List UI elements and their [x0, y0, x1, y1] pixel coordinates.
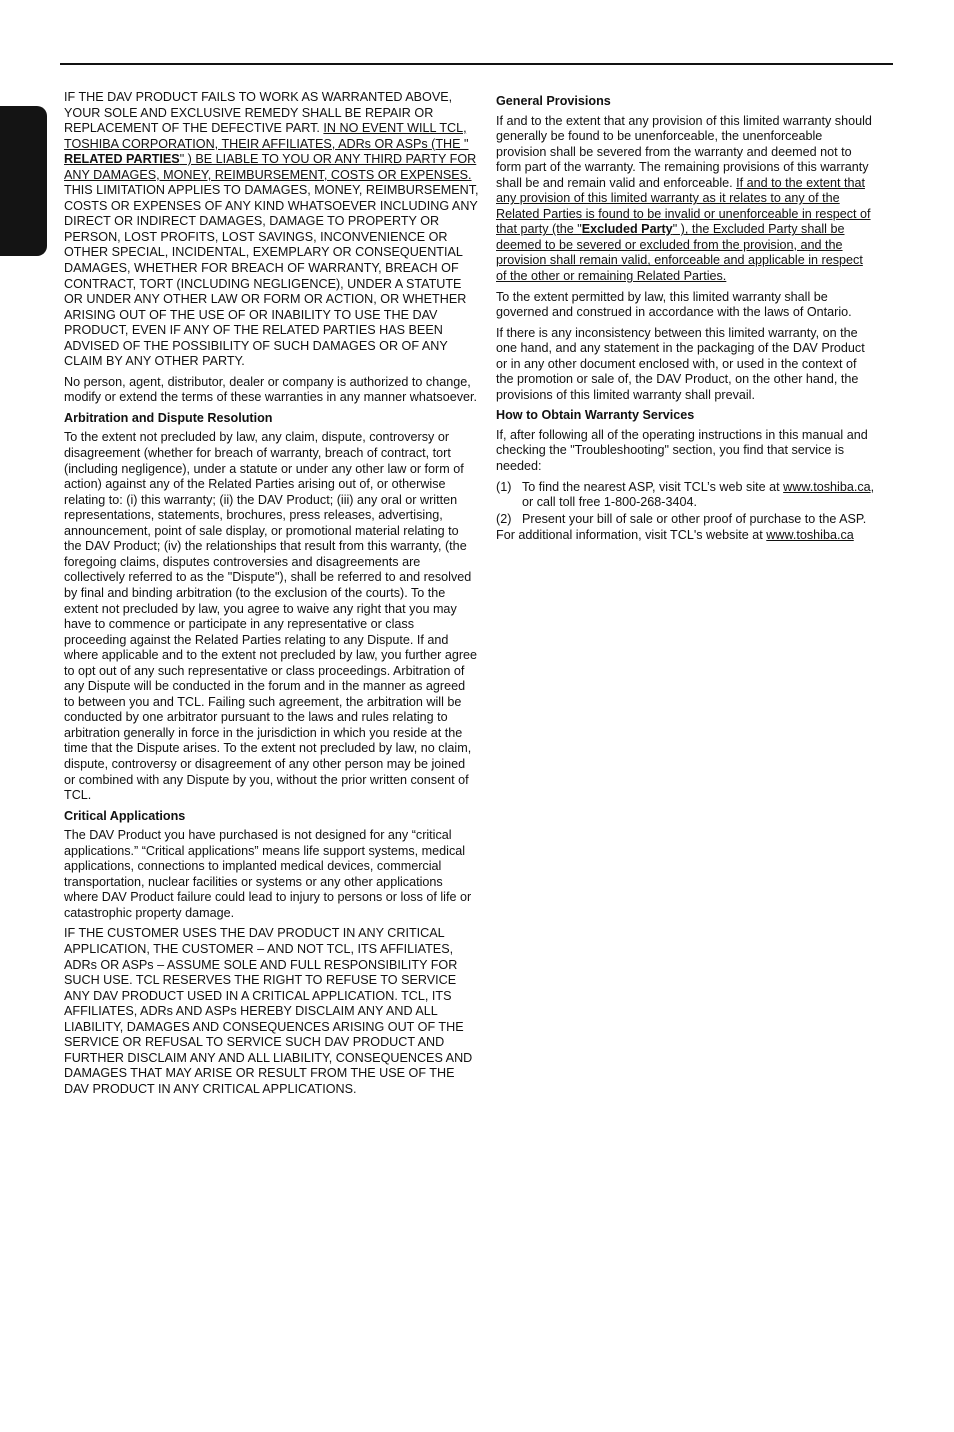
list-number: (2) [496, 511, 512, 526]
left-column [64, 90, 479, 1102]
general-text: If and to the extent that any provision of this limited warranty should generally be found to be unenforceable, the unenforceable provision shall be severed from the warranty and deemed not to form part of the warranty. The remaining provisions of this warranty shall be and remain valid and enforceable. [496, 113, 872, 190]
list-item [496, 512, 876, 528]
related-parties-term: RELATED PARTIES [64, 152, 180, 167]
list-text [522, 480, 876, 511]
list-item [496, 480, 876, 511]
liability-u2-text: " ) BE LIABLE TO YOU OR ANY THIRD PARTY FOR ANY DAMAGES, MONEY, REIMBURSEMENT, COSTS OR EXPENSES. [64, 152, 477, 182]
list-text: Present your bill of sale or other proof of purchase to the ASP. [522, 511, 867, 526]
limitation-text: THIS LIMITATION APPLIES TO DAMAGES, MONEY, REIMBURSEMENT, COSTS OR EXPENSES OF ANY KIND WHATSOEVER INCLUDING ANY DIRECT OR INDIRECT DAMAGES, DAMAGE TO PROPERTY OR PERSON, LOST PROFITS, LOST SAVINGS, INCONVENIENCE OR OTHER SPECIAL, INCIDENTAL, EXEMPLARY OR CONSEQUENTIAL DAMAGES, WHETHER FOR BREACH OF WARRANTY, BREACH OF CONTRACT, TORT (INCLUDING NEGLIGENCE), UNDER A STATUTE OR UNDER ANY OTHER LAW OR FORM OR ACTION, OR WHETHER ARISING OUT OF THE USE OF OR INABILITY TO USE THE DAV PRODUCT, EVEN IF ANY OF THE RELATED PARTIES HAS BEEN ADVISED OF THE POSSIBILITY OF SUCH DAMAGES OR OF ANY CLAIM BY ANY OTHER PARTY. [64, 183, 479, 369]
arbitration-paragraph: To the extent not precluded by law, any claim, dispute, controversy or disagreement (whether for breach of warranty, breach of contract, tort (including negligence), under a statute or under any other law or form of action) against any of the Related Parties arising out of, or otherwise relating to: (i) this warranty; (ii) the DAV Product; (iii) any oral or written representations, statements, brochures, press releases, advertising, announcement, point of sale display, or promotional material relating to the DAV Product; (iv) the relationships that result from this warranty, (the foregoing claims, disputes controversies and disagreements are collectively referred to as the "Dispute"), shall be referred to and resolved by final and binding arbitration (to the exclusion of the courts). To the extent not precluded by law, you agree to waive any right that you may have to commence or participate in any representative or class proceeding against the Related Parties relating to any Dispute. If and where applicable and to the extent not precluded by law, you further agree to opt out of any such representative or class proceedings. Arbitration of any Dispute will be conducted in the forum and in the manner as agreed to between you and TCL. Failing such agreement, the arbitration will be conducted by one arbitrator pursuant to the laws and rules relating to arbitration generally in force in the jurisdiction in which you reside at the time that the Dispute arises. To the extent not precluded by law, no claim, dispute, controversy or disagreement of any other person may be joined or combined with any Dispute by you, without the prior written consent of TCL. [64, 430, 478, 803]
right-column [496, 90, 876, 549]
additional-info-text: For additional information, visit TCL's website at [496, 528, 767, 543]
critical-use-disclaimer-paragraph: IF THE CUSTOMER USES THE DAV PRODUCT IN ANY CRITICAL APPLICATION, THE CUSTOMER – AND NOT TCL, ITS AFFILIATES, ADRs OR ASPs – ASSUME SOLE AND FULL RESPONSIBILITY FOR SUCH USE. TCL RESERVES THE RIGHT TO REFUSE TO SERVICE ANY DAV PRODUCT USED IN A CRITICAL APPLICATION. TCL, ITS AFFILIATES, ADRs AND ASPs HEREBY DISCLAIM ANY AND ALL LIABILITY, DAMAGES AND CONSEQUENCES ARISING OUT OF THE SERVICE OR REFUSAL TO SERVICE SUCH DAV PRODUCT AND FURTHER DISCLAIM ANY AND ALL LIABILITY, CONSEQUENCES AND DAMAGES THAT MAY ARISE OR RESULT FROM THE USE OF THE DAV PRODUCT IN ANY CRITICAL APPLICATIONS. [64, 926, 473, 1096]
list-number: (1) [496, 479, 512, 494]
general-underlined [496, 176, 871, 283]
general-u1-text: If and to the extent that any provision of this limited warranty as it relates to any of the Related Parties is found to be invalid or unenforceable in respect of that party (the " [496, 175, 871, 237]
arbitration-heading: Arbitration and Dispute Resolution [64, 410, 273, 425]
general-u2-text: " ), the Excluded Party shall be deemed to be severed or excluded from the provision, and the provision shall remain valid, enforceable and applicable in respect of the other or remaining Related Parties. [496, 222, 863, 284]
excluded-party-term: Excluded Party [581, 222, 673, 237]
no-person-paragraph: No person, agent, distributor, dealer or company is authorized to change, modify or extend the terms of these warranties in any manner whatsoever. [64, 374, 477, 405]
header-rule [60, 63, 893, 65]
section-tab-marker [0, 106, 47, 256]
toshiba-link[interactable]: www.toshiba.ca [783, 479, 871, 494]
inconsistency-paragraph: If there is any inconsistency between this limited warranty, on the one hand, and any statement in the packaging of the DAV Product or in any other document enclosed with, or used in the context of the promotion or sale of, the DAV Product, on the other hand, the provisions of this limited warranty shall prevail. [496, 325, 865, 402]
liability-text: IF THE DAV PRODUCT FAILS TO WORK AS WARRANTED ABOVE, YOUR SOLE AND EXCLUSIVE REMEDY SHALL BE REPAIR OR REPLACEMENT OF THE DEFECTIVE PART. [64, 90, 453, 136]
general-provisions-paragraph [496, 114, 876, 285]
liability-paragraph [64, 90, 479, 370]
warranty-services-paragraph: If, after following all of the operating instructions in this manual and checking the "Troubleshooting" section, you find that service is needed: [496, 427, 868, 474]
item1-text: To find the nearest ASP, visit TCL’s web site at [522, 479, 784, 494]
additional-info-paragraph [496, 528, 876, 544]
critical-applications-paragraph: The DAV Product you have purchased is not designed for any “critical applications.” “Critical applications” means life support systems, medical applications, connections to implanted medical devices, commercial transportation, nuclear facilities or systems or any other applications where DAV Product failure could lead to injury to persons or loss of life or catastrophic property damage. [64, 828, 472, 920]
warranty-services-heading: How to Obtain Warranty Services [496, 408, 695, 423]
critical-applications-heading: Critical Applications [64, 808, 186, 823]
item1-phone-text: , or call toll free 1-800-268-3404. [522, 479, 875, 510]
governing-law-paragraph: To the extent permitted by law, this limited warranty shall be governed and construed in accordance with the laws of Ontario. [496, 289, 852, 320]
liability-u1-text: IN NO EVENT WILL TCL, TOSHIBA CORPORATION, THEIR AFFILIATES, ADRs OR ASPs (THE " [64, 121, 469, 151]
general-provisions-heading: General Provisions [496, 94, 611, 108]
toshiba-website-link[interactable]: www.toshiba.ca [766, 528, 854, 543]
